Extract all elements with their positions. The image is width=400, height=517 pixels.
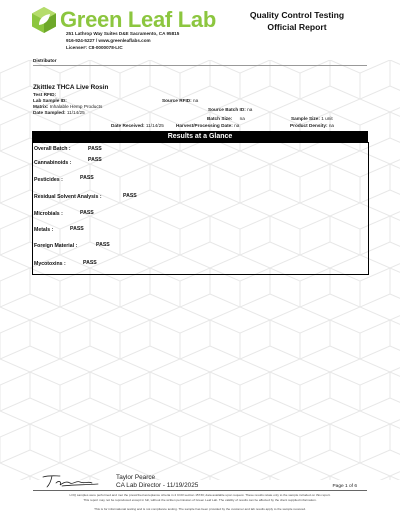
footer-disclaimer-1: LOQ samples were performed and met the prescribed acceptance criteria in 4 CCR section 15730; data available upon request. These results relate only to the sample included on this report. [69,493,331,497]
result-value-overall-batch: PASS [88,146,102,152]
result-label-metals: Metals : [34,227,54,233]
result-value-mycotoxins: PASS [83,260,97,266]
harvest-date-label: Harvest/Processing Date: [176,123,233,128]
signer-name: Taylor Pearce [116,474,156,481]
result-value-pesticides: PASS [80,175,94,181]
product-density-field [290,123,334,128]
date-sampled-label: Date Sampled: [33,110,66,115]
date-received-field [111,123,164,128]
harvest-date-field [176,123,239,128]
result-label-microbials: Microbials : [34,211,63,217]
result-label-overall-batch: Overall Batch : [34,146,71,152]
result-label-mycotoxins: Mycotoxins : [34,261,66,267]
matrix-label: Matrix: [33,104,49,109]
results-banner: Results at a Glance [32,131,368,142]
test-rfid-field [33,92,56,97]
sample-size-label: Sample Size: [291,116,320,121]
distributor-label: Distributor [33,58,57,63]
sample-size-field [291,116,333,121]
lab-sample-id-field [33,98,67,103]
footer-disclaimer-2: This report may not be reproduced except in full, without the written permission of Green Leaf Lab. The validity of results can be affected by the client supplied information. [83,498,317,502]
green-leaf-logo-icon [30,6,58,34]
date-received-value: 11/14/25 [145,123,164,128]
page-number: Page 1 of 6 [332,484,357,489]
product-density-label: Product Density: [290,123,328,128]
distributor-divider [33,65,367,66]
source-batch-id-field [208,107,252,112]
result-label-cannabinoids: Cannabinoids : [34,160,72,166]
date-sampled-value: 11/14/25 [66,110,85,115]
signer-title: CA Lab Director - 11/19/2025 [116,482,199,489]
result-value-metals: PASS [70,226,84,232]
brand-name: Green Leaf Lab [60,7,216,32]
date-received-label: Date Received: [111,123,145,128]
footer-disclaimer-3: This is for informational testing and is not compliance testing. The sample has been provided by the customer and lab results apply to the sample received. [94,507,306,511]
batch-size-label: Batch Size: [207,116,233,121]
lab-sample-id-label: Lab Sample ID: [33,98,67,103]
source-batch-id-label: Source Batch ID: [208,107,246,112]
result-value-foreign-material: PASS [96,242,110,248]
sample-size-value: 1 unit [321,116,333,121]
results-box [32,142,369,275]
director-signature [40,473,102,489]
lab-address: 251 Lathrop Way Suites D&E Sacramento, CA 95815 [66,31,180,36]
source-batch-id-value: na [247,107,253,112]
result-label-pesticides: Pesticides : [34,177,63,183]
product-name: Zkittlez THCA Live Rosin [33,84,109,91]
matrix-value: Inhalable Hemp Products [49,104,103,109]
result-label-foreign-material: Foreign Material : [34,243,78,249]
result-value-cannabinoids: PASS [88,157,102,163]
source-rfid-field [162,98,198,103]
batch-size-value: na [239,116,245,121]
lab-license: License#: C8-0000078-LIC [66,45,123,50]
result-value-residual-solvent: PASS [123,193,137,199]
date-sampled-field [33,110,85,115]
matrix-field [33,104,102,109]
test-rfid-label: Test RFID: [33,92,57,97]
lab-contact: 916-924-5227 / www.greenleaflabs.com [66,38,151,43]
batch-size-field [207,116,245,121]
report-title-line2: Official Report [267,22,327,32]
report-title-line1: Quality Control Testing [249,10,345,20]
footer-divider [33,490,367,491]
product-density-value: na [328,123,335,128]
harvest-date-value: na [234,123,240,128]
source-rfid-value: na [193,98,199,103]
result-label-residual-solvent: Residual Solvent Analysis : [34,194,102,200]
source-rfid-label: Source RFID: [162,98,192,103]
result-value-microbials: PASS [80,210,94,216]
